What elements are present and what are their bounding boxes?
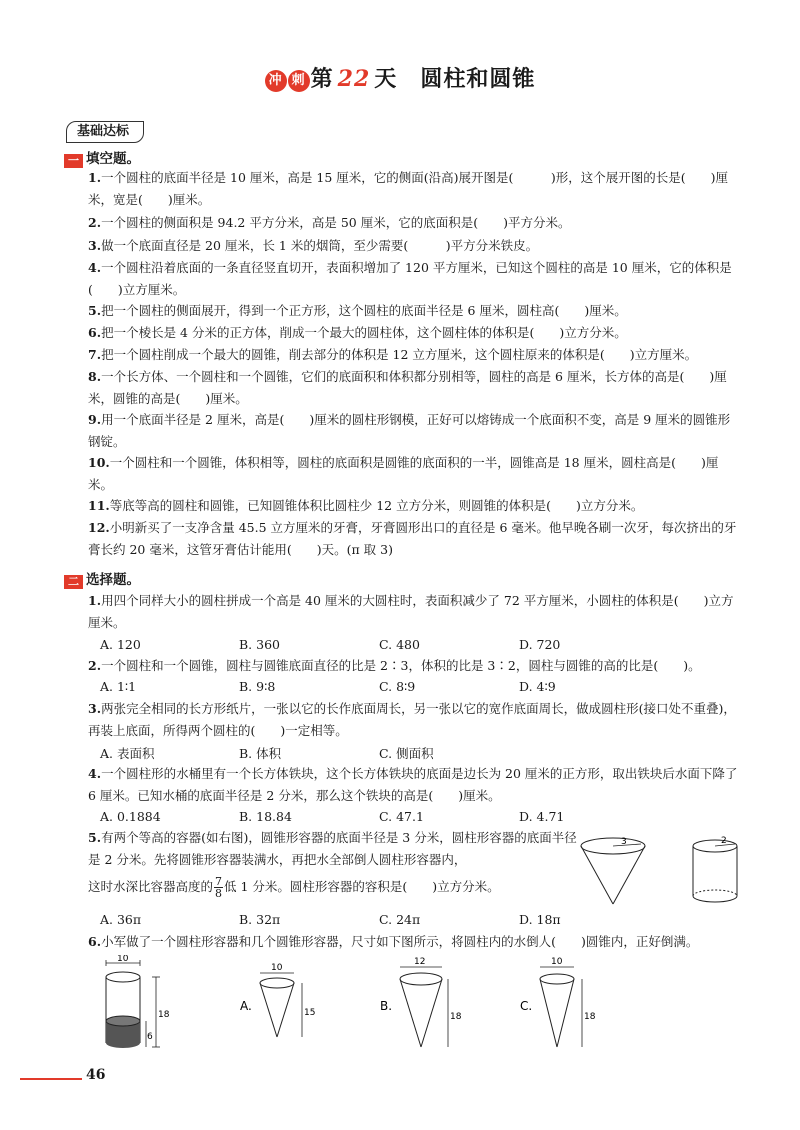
choice-4-option-b: B. 18.84 <box>239 809 292 824</box>
choice-5-option-c: C. 24π <box>379 912 421 927</box>
fill-question-12: 12.小明新买了一支净含量 45.5 立方厘米的牙膏，牙膏圆形出口的直径是 6 毫米。他早晚各刷一次牙，每次挤出的牙膏长约 20 毫米，这管牙膏估计能用( )天。(π 取 3) <box>88 520 737 557</box>
choice-4-option-c: C. 47.1 <box>379 809 424 824</box>
q5-cone-figure <box>581 837 645 904</box>
fill-question-3: 3.做一个底面直径是 20 厘米，长 1 米的烟筒，至少需要( )平方分米铁皮。 <box>88 238 539 253</box>
choice-5-option-a: A. 36π <box>100 912 142 927</box>
title-prefix: 第 <box>310 67 334 92</box>
fill-question-9: 9.用一个底面半径是 2 厘米，高是( )厘米的圆柱形钢模，正好可以熔铸成一个底面积不变，高是 9 厘米的圆锥形钢锭。 <box>88 412 731 449</box>
choice-5-options <box>100 912 740 930</box>
footer-rule <box>20 1078 82 1080</box>
section-ribbon: 基础达标 <box>66 121 144 143</box>
q6-option-c-label: C. <box>520 999 533 1013</box>
choice-question-5: 5.有两个等高的容器(如右图)，圆锥形容器的底面半径是 3 分米，圆柱形容器的底面半径是 2 分米。先将圆锥形容器装满水，再把水全部倒人圆柱形容器内， <box>88 830 577 867</box>
choice-question-6: 6.小军做了一个圆柱形容器和几个圆锥形容器，尺寸如下图所示，将圆柱内的水倒人( )圆锥内，正好倒满。 <box>88 934 699 949</box>
q6-option-a-label: A. <box>240 999 252 1013</box>
choice-3-options <box>100 744 740 762</box>
choice-2-option-a: A. 1∶1 <box>100 679 137 694</box>
q6-cone-c <box>520 957 596 1047</box>
choice-3-option-c: C. 侧面积 <box>379 746 434 761</box>
q6-cone-c-diameter-label: 10 <box>551 957 563 967</box>
choice-question-1: 1.用四个同样大小的圆柱拼成一个高是 40 厘米的大圆柱时，表面积减少了 72 平方厘米，小圆柱的体积是( )立方厘米。 <box>88 593 734 630</box>
q6-cylinder-height-label: 18 <box>158 1010 170 1020</box>
choice-1-options <box>100 637 740 655</box>
title-day-number: 22 <box>337 66 371 92</box>
choice-2-option-b: B. 9∶8 <box>239 679 276 694</box>
fraction-7-8: $\frac{7}{8}$ <box>215 875 223 900</box>
q6-cone-b-height-label: 18 <box>450 1012 462 1022</box>
q6-cylinder-diameter-label: 10 <box>117 955 129 964</box>
choice-5-option-b: B. 32π <box>239 912 281 927</box>
fill-question-11: 11.等底等高的圆柱和圆锥，已知圆锥体积比圆柱少 12 立方分米，则圆锥的体积是( )立方分米。 <box>88 498 644 513</box>
choice-question-4: 4.一个圆柱形的水桶里有一个长方体铁块，这个长方体铁块的底面是边长为 20 厘米的正方形，取出铁块后水面下降了 6 厘米。已知水桶的底面半径是 2 分米，那么这个铁块的高是( )厘米。 <box>88 766 738 803</box>
choice-2-options <box>100 679 740 697</box>
q6-cone-a <box>240 963 315 1037</box>
q5-cylinder-radius-label: 2 <box>721 836 727 846</box>
q6-cone-b-diameter-label: 12 <box>414 957 426 967</box>
q5-cone-radius-label: 3 <box>621 837 627 847</box>
choice-5-option-d: D. 18π <box>519 912 561 927</box>
section-fill-mark: 一 <box>64 154 83 168</box>
choice-1-option-b: B. 360 <box>239 637 280 652</box>
choice-2-option-c: C. 8∶9 <box>379 679 416 694</box>
q6-option-b-label: B. <box>380 999 393 1013</box>
choice-2-option-d: D. 4∶9 <box>519 679 556 694</box>
choice-3-option-a: A. 表面积 <box>100 746 155 761</box>
fill-question-7: 7.把一个圆柱削成一个最大的圆锥，削去部分的体积是 12 立方厘米，这个圆柱原来的体积是( )立方厘米。 <box>88 347 698 362</box>
fill-question-4: 4.一个圆柱沿着底面的一条直径竖直切开，表面积增加了 120 平方厘米，已知这个圆柱的高是 10 厘米，它的体积是( )立方厘米。 <box>88 260 732 297</box>
q6-water-height-label: 6 <box>147 1032 153 1042</box>
section-choice-heading <box>64 568 140 589</box>
section-fill-heading <box>64 147 140 168</box>
title-topic: 圆柱和圆锥 <box>420 67 536 92</box>
section-fill-title: 填空题。 <box>86 151 140 167</box>
fill-question-10: 10.一个圆柱和一个圆锥，体积相等，圆柱的底面积是圆锥的底面积的一半，圆锥高是 18 厘米，圆柱高是( )厘米。 <box>88 455 719 492</box>
q6-cone-b <box>380 957 462 1047</box>
fill-question-1: 1.一个圆柱的底面半径是 10 厘米，高是 15 厘米，它的侧面(沿高)展开图是( )形，这个展开图的长是( )厘米，宽是( )厘米。 <box>88 170 729 207</box>
fill-question-6: 6.把一个棱长是 4 分米的正方体，削成一个最大的圆柱体，这个圆柱体的体积是( )立方分米。 <box>88 325 627 340</box>
choice-4-options <box>100 809 740 827</box>
q6-cone-a-diameter-label: 10 <box>271 963 283 973</box>
page-number: 46 <box>86 1067 106 1083</box>
q6-cylinder-figure <box>106 955 170 1048</box>
fill-question-8: 8.一个长方体、一个圆柱和一个圆锥，它们的底面积和体积都分别相等，圆柱的高是 6 厘米，长方体的高是( )厘米，圆锥的高是( )厘米。 <box>88 369 727 406</box>
q6-figures <box>90 955 710 1055</box>
choice-question-2: 2.一个圆柱和一个圆锥，圆柱与圆锥底面直径的比是 2∶3，体积的比是 3∶2，圆柱与圆锥的高的比是( )。 <box>88 658 701 673</box>
fill-question-5: 5.把一个圆柱的侧面展开，得到一个正方形，这个圆柱的底面半径是 6 厘米，圆柱高( )厘米。 <box>88 303 627 318</box>
title-badge-1: 冲 <box>265 70 287 92</box>
choice-1-option-d: D. 720 <box>519 637 561 652</box>
title-badge-2: 刺 <box>288 70 310 92</box>
choice-4-option-d: D. 4.71 <box>519 809 565 824</box>
q6-cone-a-height-label: 15 <box>304 1008 316 1018</box>
q5-figure <box>575 832 750 912</box>
choice-4-option-a: A. 0.1884 <box>100 809 161 824</box>
choice-1-option-a: A. 120 <box>100 637 141 652</box>
title-suffix: 天 <box>374 67 398 92</box>
q6-cone-c-height-label: 18 <box>584 1012 596 1022</box>
section-choice-title: 选择题。 <box>86 572 140 588</box>
page-title <box>0 62 800 93</box>
choice-3-option-b: B. 体积 <box>239 746 282 761</box>
choice-1-option-c: C. 480 <box>379 637 420 652</box>
q5-cylinder-figure <box>693 836 737 902</box>
section-choice-mark: 二 <box>64 575 83 589</box>
choice-question-5-line2: 这时水深比容器高度的 $\frac{7}{8}$ 低 1 分米。圆柱形容器的容积是( )立方分米。 <box>88 875 500 900</box>
choice-question-3: 3.两张完全相同的长方形纸片，一张以它的长作底面周长，另一张以它的宽作底面周长，做成圆柱形(接口处不重叠)，再装上底面，所得两个圆柱的( )一定相等。 <box>88 701 736 738</box>
fill-question-2: 2.一个圆柱的侧面积是 94.2 平方分米，高是 50 厘米，它的底面积是( )平方分米。 <box>88 215 571 230</box>
